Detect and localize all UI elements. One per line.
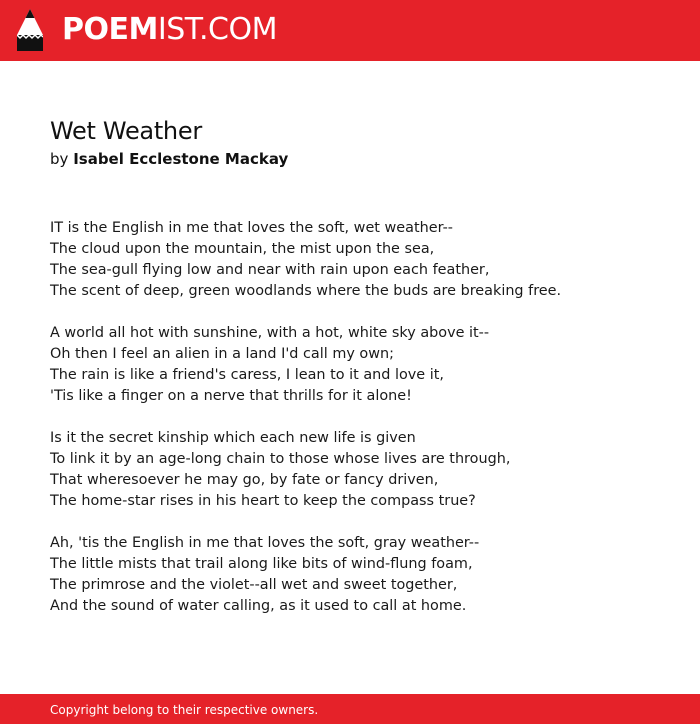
poem-line: The cloud upon the mountain, the mist upon the sea, (50, 241, 435, 257)
site-header (0, 0, 700, 61)
poem-line: The rain is like a friend's caress, I lean to it and love it, (50, 367, 444, 383)
site-logo[interactable] (62, 11, 277, 49)
poem-title: Wet Weather (50, 117, 202, 145)
logo-text-light: IST.COM (157, 12, 277, 47)
poem-line: The primrose and the violet--all wet and sweet together, (50, 577, 458, 593)
stanza (50, 323, 670, 407)
stanza (50, 218, 670, 302)
poem-line: That wheresoever he may go, by fate or fancy driven, (50, 472, 439, 488)
poem-line: The little mists that trail along like bits of wind-flung foam, (50, 556, 473, 572)
stanza (50, 428, 670, 512)
poem-line: The home-star rises in his heart to keep the compass true? (50, 493, 476, 509)
author-name: Isabel Ecclestone Mackay (73, 150, 289, 168)
poem-line: To link it by an age-long chain to those whose lives are through, (50, 451, 511, 467)
poem-line: Ah, 'tis the English in me that loves the soft, gray weather-- (50, 535, 480, 551)
copyright-notice: Copyright belong to their respective owners. (50, 703, 319, 717)
by-label: by (50, 150, 69, 168)
poem-line: 'Tis like a finger on a nerve that thrills for it alone! (50, 388, 412, 404)
pencil-icon[interactable] (17, 9, 43, 51)
site-footer (0, 694, 700, 724)
poem-heading (50, 116, 670, 169)
byline (50, 149, 670, 169)
poem-line: Oh then I feel an alien in a land I'd call my own; (50, 346, 394, 362)
poem-line: Is it the secret kinship which each new life is given (50, 430, 416, 446)
poem-body (50, 218, 670, 638)
poem-line: A world all hot with sunshine, with a hot, white sky above it-- (50, 325, 490, 341)
poem-line: The sea-gull flying low and near with rain upon each feather, (50, 262, 490, 278)
poem-line: The scent of deep, green woodlands where the buds are breaking free. (50, 283, 562, 299)
stanza (50, 533, 670, 617)
poem-line: IT is the English in me that loves the soft, wet weather-- (50, 220, 453, 236)
poem-line: And the sound of water calling, as it used to call at home. (50, 598, 467, 614)
logo-text-bold: POEM (62, 12, 158, 47)
